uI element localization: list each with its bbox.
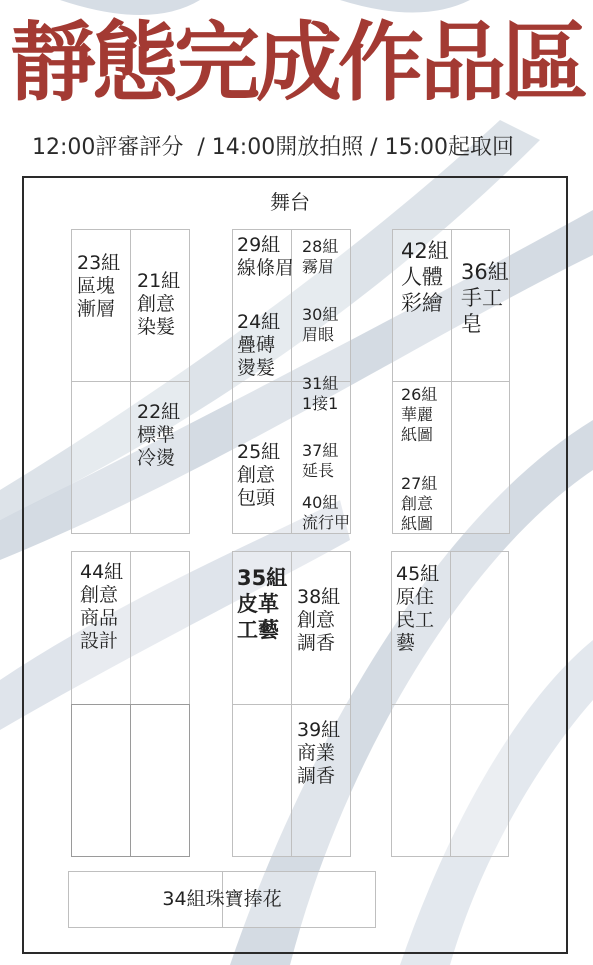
group-29-label: 29組 線條眉: [237, 234, 295, 279]
group-23-label: 23組 區塊 漸層: [77, 252, 121, 320]
group-31-label: 31組 1接1: [302, 374, 339, 413]
booth-cell: [450, 551, 509, 705]
booth-cell: [451, 381, 510, 534]
group-40-label: 40組 流行甲: [302, 493, 351, 532]
group-27-label: 27組 創意 紙圖: [401, 474, 438, 533]
group-26-label: 26組 華麗 紙圖: [401, 385, 438, 444]
booth-cell: [130, 704, 190, 857]
booth-cell: [130, 551, 190, 705]
group-25-label: 25組 創意 包頭: [237, 441, 281, 509]
group-30-label: 30組 眉眼: [302, 305, 339, 344]
group-42-label: 42組 人體 彩繪: [401, 239, 449, 315]
group-45-label: 45組 原住 民工 藝: [396, 563, 440, 654]
group-34-label: 34組珠寶捧花: [162, 888, 282, 910]
group-24-label: 24組 疊磚 燙髮: [237, 311, 281, 379]
booth-cell: [450, 704, 509, 857]
group-37-label: 37組 延長: [302, 441, 339, 480]
group-22-label: 22組 標準 冷燙: [137, 401, 181, 469]
group-44-label: 44組 創意 商品 設計: [80, 561, 124, 652]
booth-cell: [71, 381, 131, 534]
group-38-label: 38組 創意 調香: [297, 586, 341, 654]
group-28-label: 28組 霧眉: [302, 237, 339, 276]
group-39-label: 39組 商業 調香: [297, 719, 341, 787]
page-title: 靜態完成作品區: [10, 12, 584, 113]
schedule-text: 12:00評審評分 / 14:00開放拍照 / 15:00起取回: [32, 135, 514, 160]
booth-cell: [232, 704, 292, 857]
group-36-label: 36組 手工 皂: [461, 260, 509, 336]
group-21-label: 21組 創意 染髮: [137, 270, 181, 338]
booth-cell: [391, 704, 451, 857]
stage-label: 舞台: [270, 190, 310, 214]
booth-cell: [71, 704, 131, 857]
group-35-label: 35組 皮革 工藝: [237, 566, 288, 642]
